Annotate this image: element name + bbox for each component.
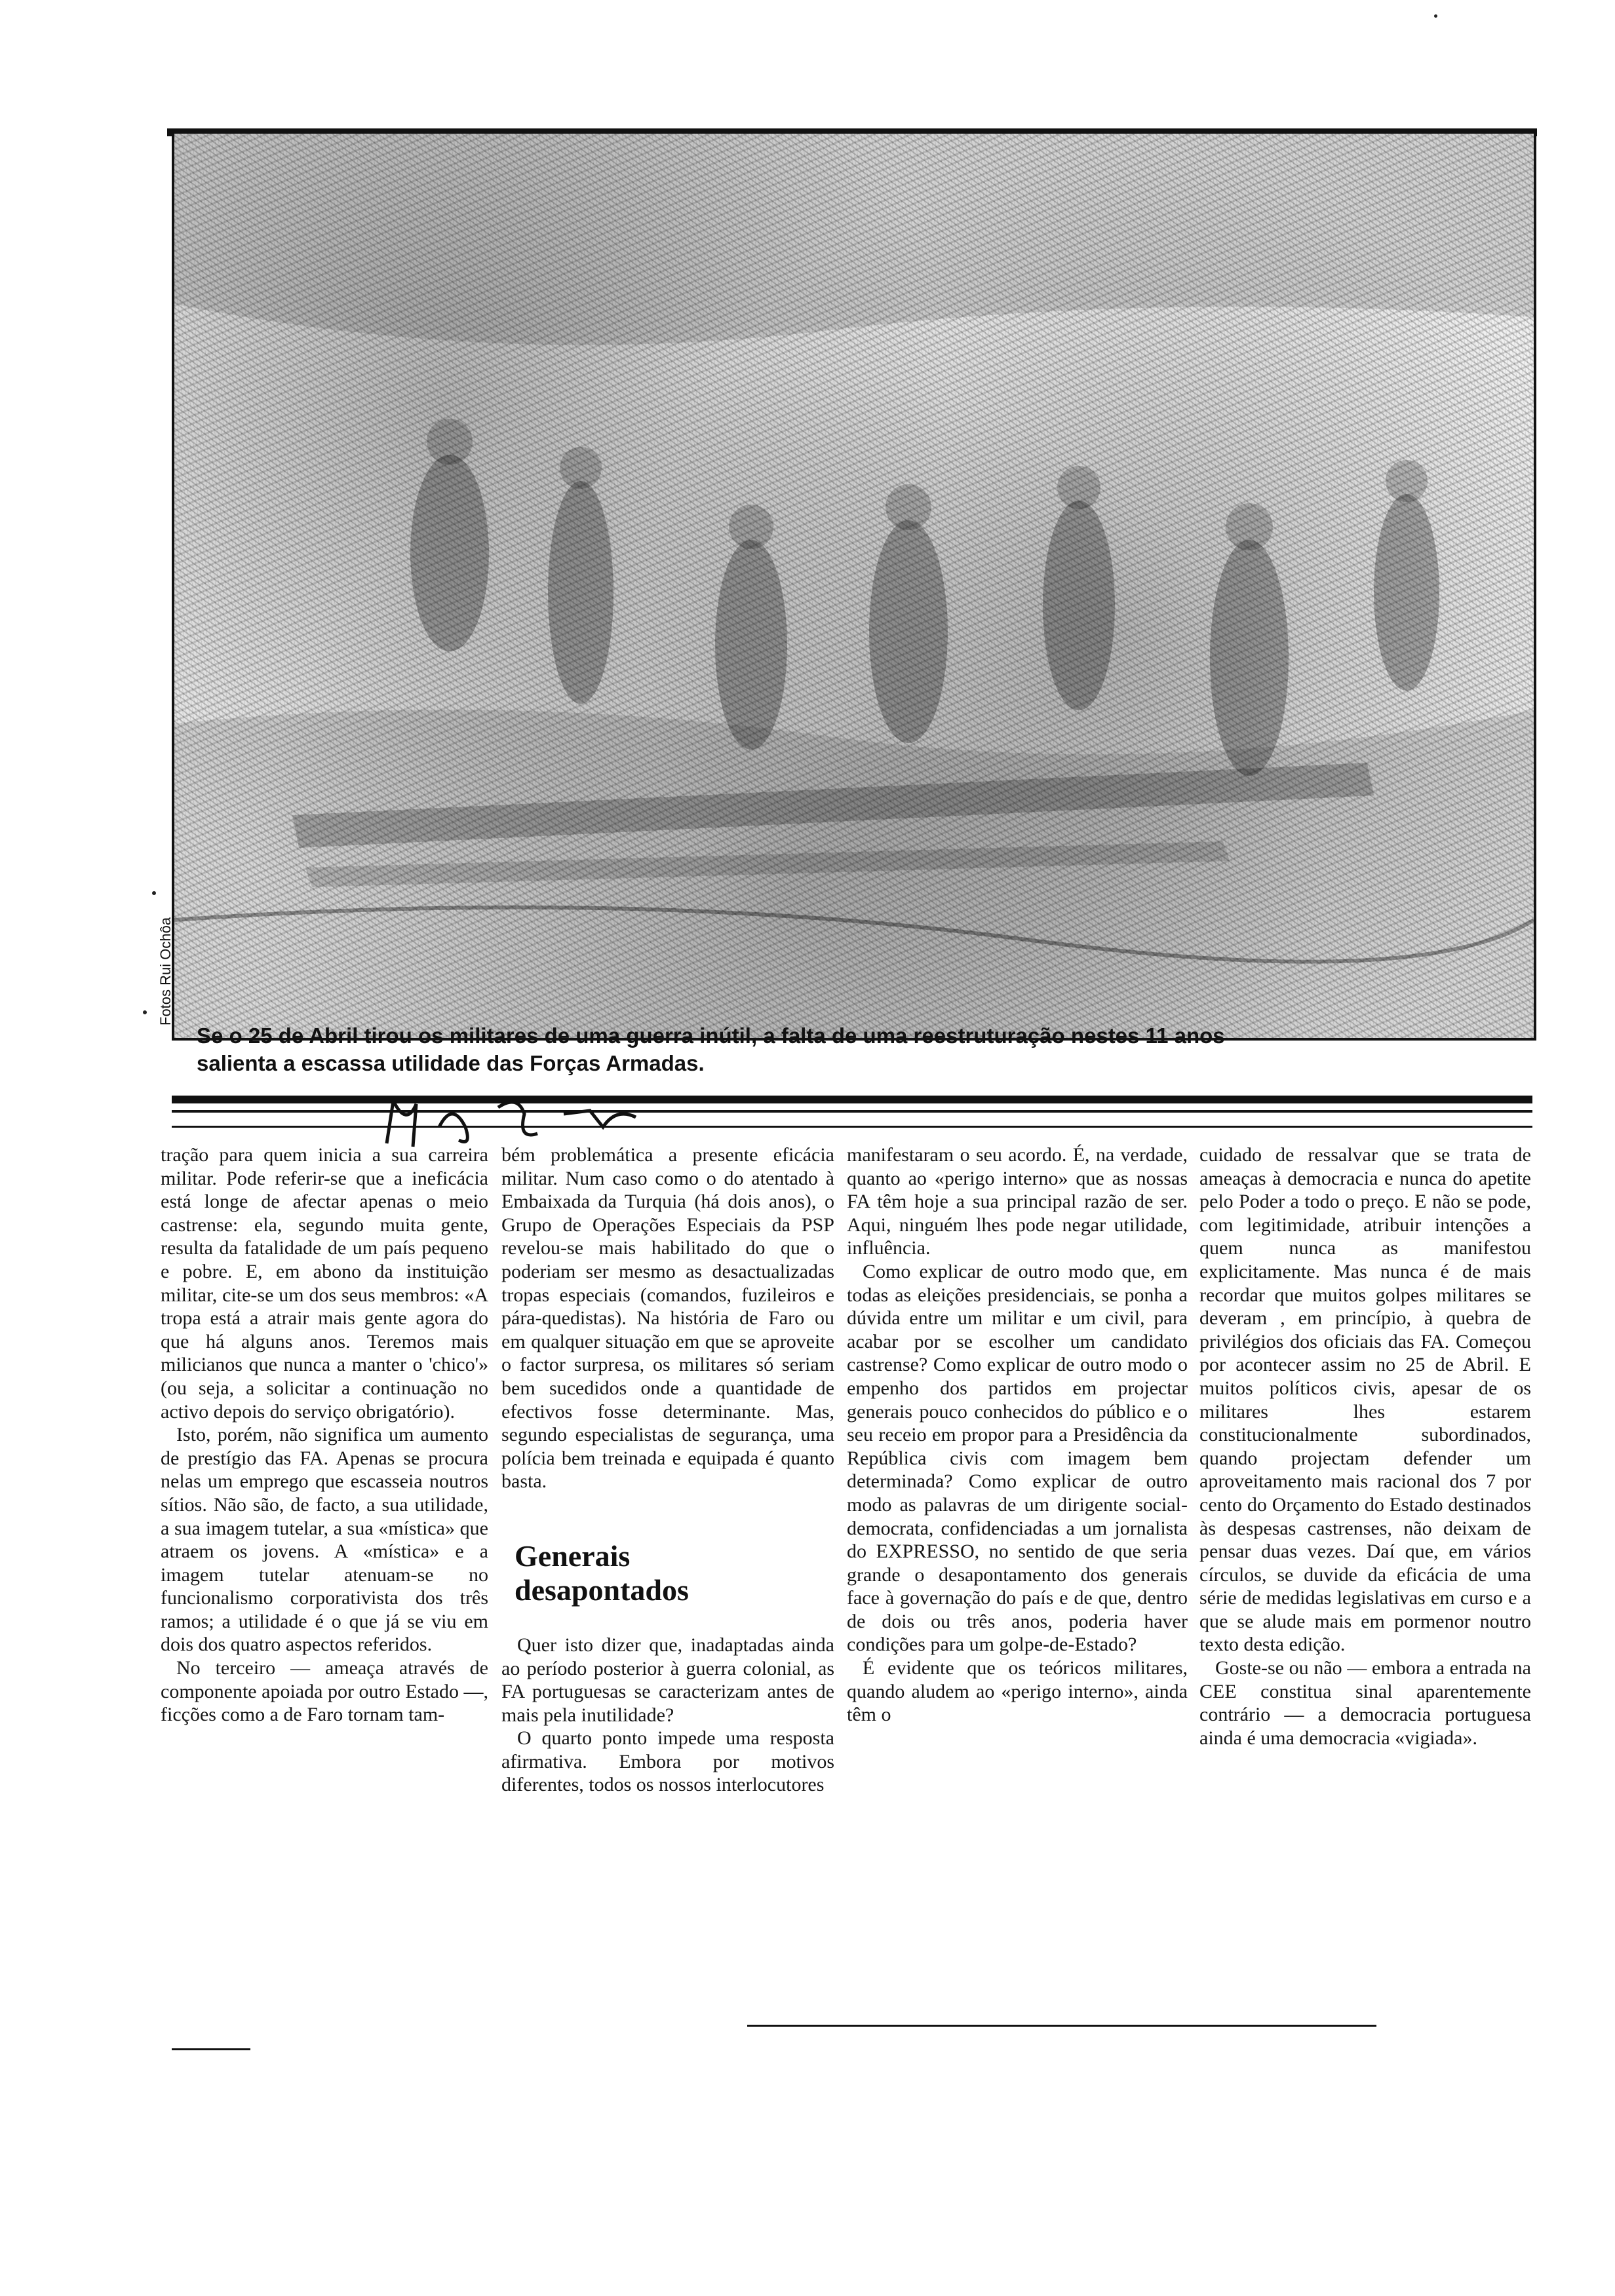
- scan-speck: [152, 891, 156, 895]
- caption-line-2: salienta a escassa utilidade das Forças Armadas.: [197, 1051, 705, 1075]
- paragraph: No terceiro — ameaça através de componente apoiada por outro Estado —, ficções como a de Faro tornam tam-: [161, 1657, 488, 1726]
- paragraph: cuidado de ressalvar que se trata de ameaças à democracia e nunca do apetite pelo Poder a todo o preço. E não se pode, com legitimidade, atribuir intenções a quem nunca as manifestou explicitamente. Mas nunca é de mais recordar que muitos golpes militares se deveram , em princípio, à quebra de privilégios dos oficiais das FA. Começou por acontecer assim no 25 de Abril. E muitos políticos civis, apesar de os militares lhes estarem constitucionalmente subordinados, quando projectam defender um aproveitamento mais racional dos 7 por cento do Orçamento do Estado destinados às despesas castrenses, não deixam de pensar duas vezes. Daí que, em vários círculos, se duvide da eficácia de uma série de medidas legislativas em curso e a que se alude mais em pormenor noutro texto desta edição.: [1199, 1144, 1531, 1656]
- paragraph: É evidente que os teóricos militares, quando aludem ao «perigo interno», ainda têm o: [847, 1657, 1188, 1726]
- subheading-line-1: Generais: [515, 1539, 631, 1573]
- section-subheading: [515, 1539, 834, 1607]
- paragraph: Goste-se ou não — embora a entrada na CEE constitua sinal aparentemente contrário — a democracia portuguesa ainda é uma democracia «vigiada».: [1199, 1657, 1531, 1749]
- paragraph: bém problemática a presente eficácia militar. Num caso como o do atentado à Embaixada da Turquia (há dois anos), o Grupo de Operações Especiais da PSP revelou-se mais habilitado do que o poderiam ser mesmo as desactualizadas tropas especiais (comandos, fuzileiros e pára-quedistas). Na história de Faro ou em qualquer situação em que se aproveite o factor surpresa, os militares só seriam bem sucedidos onde a quantidade de efectivos fosse determinante. Mas, segundo especialistas de segurança, uma polícia bem treinada e equipada é quanto basta.: [501, 1144, 834, 1493]
- scan-speck: [143, 1010, 147, 1014]
- photo-texture: [174, 134, 1534, 1038]
- scan-speck: [1434, 14, 1437, 18]
- paragraph: tração para quem inicia a sua carreira militar. Pode referir-se que a ineficácia está longe de afectar apenas o meio castrense: ela, segundo muita gente, resulta da fatalidade de um país pequeno e pobre. E, em abono da instituição militar, cite-se um dos seus membros: «A tropa está a atrair mais gente agora do que há alguns anos. Teremos mais milicianos que nunca a manter o 'chico'» (ou seja, a solicitar a continuação no activo depois do serviço obrigatório).: [161, 1144, 488, 1423]
- bottom-rule-left: [172, 2048, 250, 2050]
- news-photo: [172, 131, 1536, 1041]
- photo-caption: [197, 1022, 1540, 1077]
- article-column-3: [847, 1143, 1188, 1727]
- subheading-line-2: desapontados: [515, 1573, 689, 1607]
- caption-line-1: Se o 25 de Abril tirou os militares de uma guerra inútil, a falta de uma reestruturação nestes 11 anos: [197, 1024, 1225, 1048]
- bottom-rule-right: [747, 2025, 1376, 2027]
- photo-credit: Fotos Rui Ochôa: [157, 917, 174, 1025]
- article-column-2: [501, 1143, 834, 1797]
- paragraph: Isto, porém, não significa um aumento de prestígio das FA. Apenas se procura nelas um emprego que escasseia noutros sítios. Não são, de facto, a sua utilidade, a sua imagem tutelar, a sua «mística» que atraem os jovens. A «mística» e a imagem tutelar atenuam-se no funcionalismo corporativista dos três ramos; a utilidade é o que já se viu em dois dos quatro aspectos referidos.: [161, 1424, 488, 1656]
- paragraph: O quarto ponto impede uma resposta afirmativa. Embora por motivos diferentes, todos os nossos interlocutores: [501, 1727, 834, 1796]
- paragraph: manifestaram o seu acordo. É, na verdade, quanto ao «perigo interno» que as nossas FA têm hoje a sua principal razão de ser. Aqui, ninguém lhes pode negar utilidade, influência.: [847, 1144, 1188, 1259]
- article-column-1: [161, 1143, 488, 1727]
- paragraph: Como explicar de outro modo que, em todas as eleições presidenciais, se ponha a dúvida entre um militar e um civil, para acabar por se escolher um candidato castrense? Como explicar de outro modo o empenho dos partidos em projectar generais pouco conhecidos do público e o seu receio em propor para a Presidência da República civis com imagem bem determinada? Como explicar de outro modo as palavras de um dirigente social-democrata, confidenciadas a um jornalista do EXPRESSO, no sentido de que seria grande o desapontamento dos generais face à governação do país e de que, dentro de dois ou três anos, poderia haver condições para um golpe-de-Estado?: [847, 1260, 1188, 1656]
- article-column-4: [1199, 1143, 1531, 1750]
- paragraph: Quer isto dizer que, inadaptadas ainda ao período posterior à guerra colonial, as FA portuguesas se caracterizam antes de mais pela inutilidade?: [501, 1634, 834, 1726]
